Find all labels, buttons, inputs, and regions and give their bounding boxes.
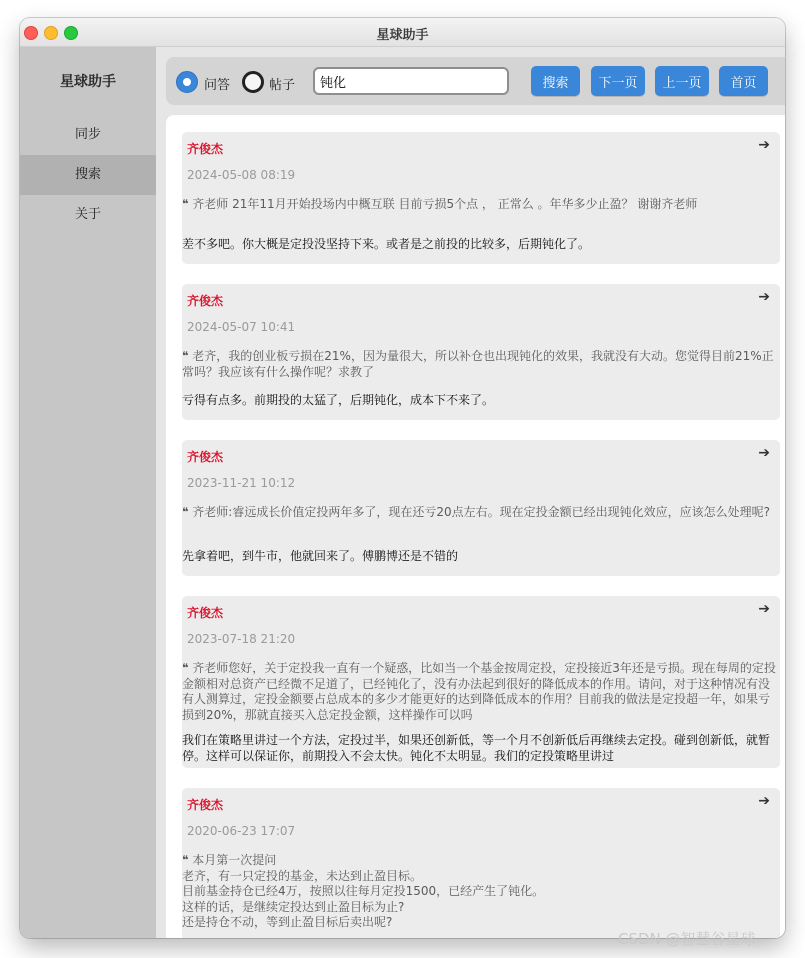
post-date: 2024-05-08 08:19 (187, 168, 296, 182)
author-name[interactable]: 齐俊杰 (187, 294, 224, 308)
post-date: 2023-11-21 10:12 (187, 476, 296, 490)
result-card (182, 132, 780, 264)
arrow-right-icon[interactable]: ➔ (758, 601, 770, 617)
radio-qa[interactable] (176, 71, 198, 93)
question-text: ❝ 齐老师您好，关于定投我一直有一个疑惑，比如当一个基金按周定投，定投接近3年还是亏损。现在每周的定投金额相对总资产已经微不足道了，已经钝化了，没有办法起到很好的降低成本的作用。请问，对于这种情况有没有人测算过，定投金额要占总成本的多少才能更好的达到降低成本的作用？目前我的做法是定投超一年，如果亏损到20%，那就直接买入总定投金额，这样操作可以吗 (182, 661, 776, 722)
question-text: ❝ 齐老师:睿远成长价值定投两年多了，现在还亏20点左右。现在定投金额已经出现钝化效应，应该怎么处理呢? (182, 505, 770, 519)
sidebar-title: 星球助手 (60, 74, 116, 90)
post-date: 2024-05-07 10:41 (187, 320, 296, 334)
watermark-text: CSDN @智慧谷星球 (618, 930, 756, 948)
radio-post[interactable] (242, 71, 264, 93)
arrow-right-icon[interactable]: ➔ (758, 445, 770, 461)
arrow-right-icon[interactable]: ➔ (758, 289, 770, 305)
radio-qa-label[interactable]: 问答 (204, 78, 231, 93)
window-title: 星球助手 (376, 28, 429, 43)
arrow-right-icon[interactable]: ➔ (758, 137, 770, 153)
app-window (20, 18, 785, 938)
home-page-button[interactable]: 首页 (719, 66, 768, 96)
sidebar (20, 47, 156, 938)
main-panel (156, 47, 785, 938)
search-toolbar (166, 57, 785, 105)
question-text: ❝ 齐老师 21年11月开始投场内中概互联 目前亏损5个点 ， 正常么 。年华多少止盈？ 谢谢齐老师 (182, 197, 698, 211)
post-date: 2023-07-18 21:20 (187, 632, 296, 646)
search-input[interactable] (313, 67, 509, 95)
title-bar (20, 18, 785, 47)
result-card (182, 596, 780, 768)
author-name[interactable]: 齐俊杰 (187, 142, 224, 156)
answer-text: 差不多吧。你大概是定投没坚持下来。或者是之前投的比较多，后期钝化了。 (182, 237, 591, 251)
result-card (182, 440, 780, 576)
question-text: ❝ 老齐，我的创业板亏损在21%，因为量很大，所以补仓也出现钝化的效果，我就没有大动。您觉得目前21%正常吗？我应该有什么操作呢？求教了 (182, 349, 774, 379)
post-date: 2020-06-23 17:07 (187, 824, 296, 838)
radio-post-label[interactable]: 帖子 (269, 78, 296, 93)
author-name[interactable]: 齐俊杰 (187, 798, 224, 812)
results-list (166, 115, 785, 938)
search-button[interactable]: 搜索 (531, 66, 580, 96)
prev-page-button[interactable]: 上一页 (655, 66, 709, 96)
answer-text: 亏得有点多。前期投的太猛了，后期钝化，成本下不来了。 (182, 393, 495, 407)
result-card (182, 284, 780, 420)
sidebar-item-about[interactable]: 关于 (74, 207, 101, 222)
next-page-button[interactable]: 下一页 (591, 66, 645, 96)
sidebar-item-sync[interactable]: 同步 (74, 127, 101, 142)
result-card (182, 788, 780, 938)
answer-text: 我们在策略里讲过一个方法，定投过半，如果还创新低，等一个月不创新低后再继续去定投。碰到创新低，就暂停。这样可以保证你，前期投入不会太快。钝化不太明显。我们的定投策略里讲过 (182, 733, 771, 763)
arrow-right-icon[interactable]: ➔ (758, 793, 770, 809)
sidebar-item-search[interactable]: 搜索 (20, 155, 156, 195)
question-text: ❝ 本月第一次提问 老齐，有一只定投的基金，未达到止盈目标。 目前基金持仓已经4万，按照以往每月定投1500，已经产生了钝化。 这样的话，是继续定投达到止盈目标为止? 还是持仓不动，等到止盈目标后卖出呢? (182, 853, 545, 929)
answer-text: 先拿着吧，到牛市，他就回来了。傅鹏博还是不错的 (182, 549, 459, 563)
author-name[interactable]: 齐俊杰 (187, 450, 224, 464)
author-name[interactable]: 齐俊杰 (187, 606, 224, 620)
